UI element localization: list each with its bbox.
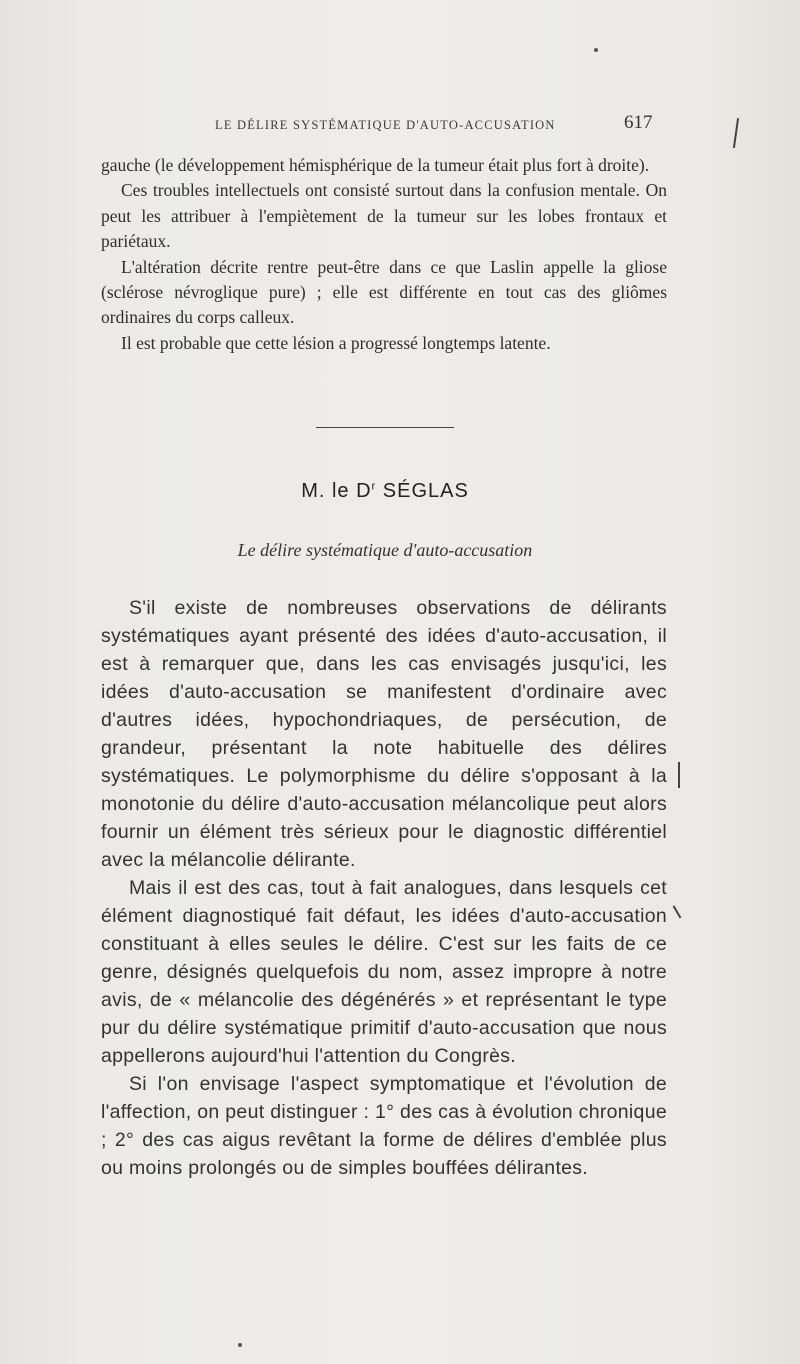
speck (594, 48, 598, 52)
author-prefix: M. le D (301, 480, 372, 502)
margin-mark (733, 118, 739, 148)
running-head: LE DÉLIRE SYSTÉMATIQUE D'AUTO-ACCUSATION (215, 118, 556, 132)
article-body (101, 594, 667, 1182)
section-divider-rule (316, 427, 454, 428)
article-title: Le délire systématique d'auto-accusation (237, 540, 533, 560)
page-number: 617 (624, 112, 653, 133)
author-sup: r (371, 480, 377, 493)
paragraph: Mais il est des cas, tout à fait analogues, dans lesquels cet élément diagnostiqué fait défaut, les idées d'auto-accusation constituant à elles seules le délire. C'est sur les faits de ce genre, désignés quelquefois du nom, assez impropre à notre avis, de « mélancolie des dégénérés » et représentant le type pur du délire systématique primitif d'auto-accusation que nous appellerons aujourd'hui l'attention du Congrès. (101, 877, 667, 1067)
speck (238, 1343, 242, 1347)
paragraph: Si l'on envisage l'aspect symptomatique et l'évolution de l'affection, on peut distinguer : 1° des cas à évolution chronique ; 2° des cas aigus revêtant la forme de délires d'emblée plus ou moins prolongés ou de simples bouffées délirantes. (101, 1073, 667, 1179)
paragraph: Il est probable que cette lésion a progressé longtemps latente. (121, 332, 551, 353)
paragraph: L'altération décrite rentre peut-être dans ce que Laslin appelle la gliose (sclérose névroglique pure) ; elle est différente en tout cas des gliômes ordinaires du corps calleux. (101, 256, 667, 328)
paragraph: gauche (le développement hémisphérique de la tumeur était plus fort à droite). (101, 155, 650, 175)
section-continued-text (101, 153, 667, 356)
paragraph: S'il existe de nombreuses observations de délirants systématiques ayant présenté des idées d'auto-accusation, il est à remarquer que, dans les cas envisagés jusqu'ici, les idées d'auto-accusation se manifestent d'ordinaire avec d'autres idées, hypochondriaques, de persécution, de grandeur, présentant la note habituelle des délires systématiques. Le polymorphisme du délire s'opposant à la monotonie du délire d'auto-accusation mélancolique peut alors fournir un élément très sérieux pour le diagnostic différentiel avec la mélancolie délirante. (101, 597, 667, 871)
paragraph: Ces troubles intellectuels ont consisté surtout dans la confusion mentale. On peut les attribuer à l'empiètement de la tumeur sur les lobes frontaux et pariétaux. (101, 180, 667, 252)
margin-mark (673, 906, 681, 919)
author-name: SÉGLAS (382, 480, 469, 502)
margin-mark (678, 762, 680, 788)
author-heading (0, 480, 770, 503)
